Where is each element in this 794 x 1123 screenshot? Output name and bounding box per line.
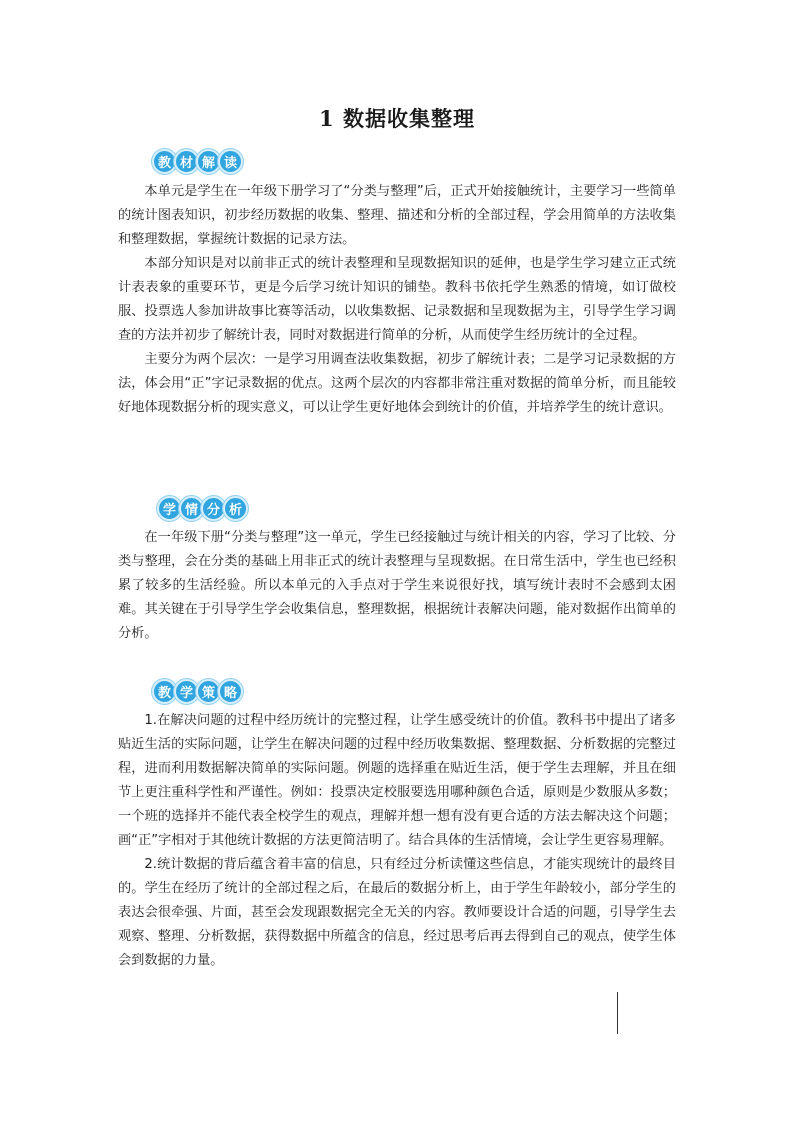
paragraph: 本单元是学生在一年级下册学习了“分类与整理”后，正式开始接触统计，主要学习一些简单的统计图表知识，初步经历数据的收集、整理、描述和分析的全部过程，学会用简单的方法收集和整理数据，掌握统计数据的记录方法。: [118, 184, 676, 247]
section-body-teaching-strategy: [118, 709, 676, 973]
heading-char: 教: [152, 679, 177, 704]
paragraph: 主要分为两个层次：一是学习用调查法收集数据，初步了解统计表；二是学习记录数据的方法，体会用“正”字记录数据的优点。这两个层次的内容都非常注重对数据的简单分析，而且能较好地体现数据分析的现实意义，可以让学生更好地体会到统计的价值，并培养学生的统计意识。: [118, 352, 676, 415]
section-body-teaching-material: [118, 180, 676, 420]
paragraph: 在一年级下册“分类与整理”这一单元，学生已经接触过与统计相关的内容，学习了比较、分类与整理，会在分类的基础上用非正式的统计表整理与呈现数据。在日常生活中，学生也已经积累了较多的生活经验。所以本单元的入手点对于学生来说很好找，填写统计表时不会感到太困难。其关键在于引导学生学会收集信息，整理数据，根据统计表解决问题，能对数据作出简单的分析。: [118, 530, 676, 641]
paragraph: 本部分知识是对以前非正式的统计表整理和呈现数据知识的延伸，也是学生学习建立正式统计表表象的重要环节，更是今后学习统计知识的铺垫。教科书依托学生熟悉的情境，如订做校服、投票选人参加讲故事比赛等活动，以收集数据、记录数据和呈现数据为主，引导学生学习调查的方法并初步了解统计表，同时对数据进行简单的分析，从而使学生经历统计的全过程。: [118, 256, 676, 343]
paragraph: 2.统计数据的背后蕴含着丰富的信息，只有经过分析读懂这些信息，才能实现统计的最终目的。学生在经历了统计的全部过程之后，在最后的数据分析上，由于学生年龄较小，部分学生的表达会很牵强、片面，甚至会发现跟数据完全无关的内容。教师要设计合适的问题，引导学生去观察、整理、分析数据，获得数据中所蕴含的信息，经过思考后再去得到自己的观点，使学生体会到数据的力量。: [118, 857, 676, 968]
heading-char: 读: [218, 149, 243, 174]
heading-char: 教: [152, 149, 177, 174]
heading-char: 材: [174, 149, 199, 174]
heading-char: 学: [157, 496, 182, 521]
heading-char: 略: [218, 679, 243, 704]
section-heading-teaching-strategy: [152, 678, 240, 704]
page-margin-marker: [617, 992, 618, 1034]
section-body-learning-analysis: [118, 526, 676, 646]
page-title: 1 数据收集整理: [319, 106, 475, 131]
heading-char: 学: [174, 679, 199, 704]
heading-char: 分: [201, 496, 226, 521]
heading-char: 策: [196, 679, 221, 704]
heading-char: 解: [196, 149, 221, 174]
section-heading-teaching-material: [152, 148, 240, 174]
paragraph: 1.在解决问题的过程中经历统计的完整过程，让学生感受统计的价值。教科书中提出了诸多贴近生活的实际问题，让学生在解决问题的过程中经历收集数据、整理数据、分析数据的完整过程，进而利用数据解决简单的实际问题。例题的选择重在贴近生活，便于学生去理解，并且在细节上更注重科学性和严谨性。例如：投票决定校服要选用哪种颜色合适，原则是少数服从多数；一个班的选择并不能代表全校学生的观点，理解并想一想有没有更合适的方法去解决这个问题；画“正”字相对于其他统计数据的方法更简洁明了。结合具体的生活情境，会让学生更容易理解。: [118, 713, 676, 848]
heading-char: 析: [223, 496, 248, 521]
section-heading-learning-analysis: [157, 495, 245, 521]
heading-char: 情: [179, 496, 204, 521]
